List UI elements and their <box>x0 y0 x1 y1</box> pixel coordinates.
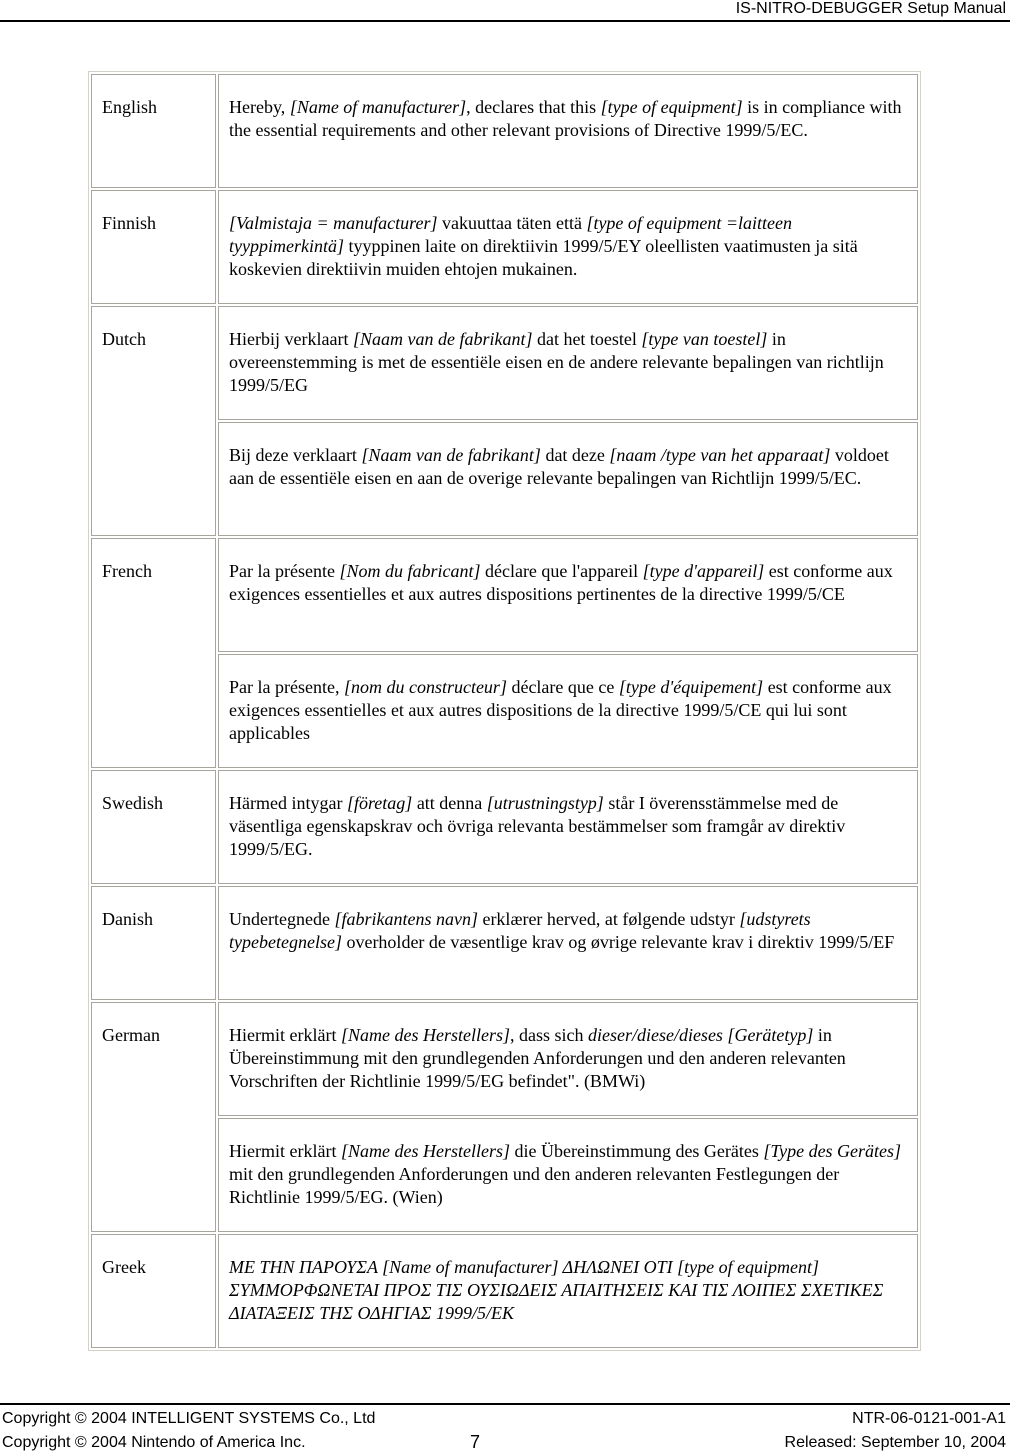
text-segment: déclare que ce <box>506 677 619 697</box>
placeholder-text: [Naam van de fabrikant] <box>361 445 541 465</box>
text-segment: Härmed intygar <box>229 793 347 813</box>
footer-copyright-is: Copyright © 2004 INTELLIGENT SYSTEMS Co., Ltd <box>2 1410 376 1427</box>
declaration-text <box>218 886 918 1000</box>
language-cell: Greek <box>91 1234 216 1348</box>
declaration-text <box>218 190 918 304</box>
table-row <box>91 306 918 420</box>
text-segment: Undertegnede <box>229 909 335 929</box>
text-segment: står I överensstämmelse med de väsentliga egenskapskrav och övriga relevanta bestämmelser som framgår av direktiv 1999/5/EG. <box>229 793 846 859</box>
declaration-text <box>218 1234 918 1348</box>
declaration-text <box>218 74 918 188</box>
text-segment: tyyppinen laite on direktiivin 1999/5/EY oleellisten vaatimusten ja sitä koskevien direktiivin muiden ehtojen mukainen. <box>229 236 858 279</box>
placeholder-text: [type d'appareil] <box>642 561 765 581</box>
text-segment: is in compliance with the essential requirements and other relevant provisions of Directive 1999/5/EC. <box>229 97 902 140</box>
placeholder-text: [nom du constructeur] <box>343 677 507 697</box>
placeholder-text: [utrustningstyp] <box>486 793 604 813</box>
declaration-text <box>218 654 918 768</box>
text-segment: , declares that this <box>466 97 601 117</box>
language-cell: Finnish <box>91 190 216 304</box>
text-segment: voldoet aan de essentiële eisen en aan de overige relevante bepalingen van Richtlijn 1999/5/EC. <box>229 445 889 488</box>
table-row <box>91 74 918 188</box>
footer-rule <box>0 1403 1010 1405</box>
placeholder-text: [udstyrets typebetegnelse] <box>229 909 811 952</box>
declaration-text <box>218 538 918 652</box>
text-segment: in Übereinstimmung mit den grundlegenden Anforderungen und den anderen relevanten Vorschriften der Richtlinie 1999/5/EG befindet". (BMWi) <box>229 1025 846 1091</box>
text-segment: est conforme aux exigences essentielles et aux autres dispositions de la directive 1999/5/CE qui lui sont applicables <box>229 677 892 743</box>
declaration-text <box>218 422 918 536</box>
table-row <box>91 1234 918 1348</box>
text-segment: est conforme aux exigences essentielles et aux autres dispositions pertinentes de la directive 1999/5/CE <box>229 561 893 604</box>
placeholder-text: [företag] <box>346 793 413 813</box>
text-segment: Hierbij verklaart <box>229 329 353 349</box>
text-segment: déclare que l'appareil <box>480 561 643 581</box>
placeholder-text: [Name des Herstellers] <box>340 1025 510 1045</box>
table-row <box>91 538 918 652</box>
text-segment: mit den grundlegenden Anforderungen und den anderen relevanten Festlegungen der Richtlinie 1999/5/EG. (Wien) <box>229 1164 840 1207</box>
placeholder-text: [type van toestel] <box>641 329 768 349</box>
declaration-text <box>218 770 918 884</box>
language-cell: French <box>91 538 216 768</box>
header-title: IS-NITRO-DEBUGGER Setup Manual <box>735 0 1006 17</box>
text-segment: die Übereinstimmung des Gerätes <box>509 1141 764 1161</box>
page-number: 7 <box>470 1432 481 1452</box>
placeholder-text: [naam /type van het apparaat] <box>609 445 831 465</box>
language-cell: Swedish <box>91 770 216 884</box>
declaration-text <box>218 1002 918 1116</box>
placeholder-text: [Name of manufacturer] <box>289 97 467 117</box>
table-row <box>91 770 918 884</box>
text-segment: dat het toestel <box>532 329 642 349</box>
text-segment: , dass sich <box>509 1025 588 1045</box>
language-cell: German <box>91 1002 216 1232</box>
placeholder-text: [Naam van de fabrikant] <box>352 329 533 349</box>
footer-copyright-nintendo: Copyright © 2004 Nintendo of America Inc. <box>2 1434 306 1451</box>
text-segment: att denna <box>412 793 487 813</box>
footer-doc-id: NTR-06-0121-001-A1 <box>852 1410 1006 1427</box>
footer-release-date: Released: September 10, 2004 <box>784 1434 1006 1451</box>
text-segment: Bij deze verklaart <box>229 445 362 465</box>
text-segment: dat deze <box>540 445 610 465</box>
table-row <box>91 1002 918 1116</box>
table-row <box>91 190 918 304</box>
placeholder-text: [type of equipment] <box>600 97 743 117</box>
text-segment: Hiermit erklärt <box>229 1025 341 1045</box>
language-cell: English <box>91 74 216 188</box>
placeholder-text: dieser/diese/dieses [Gerätetyp] <box>587 1025 814 1045</box>
placeholder-text: [type of equipment =laitteen tyyppimerkintä] <box>229 213 793 256</box>
declaration-table <box>88 71 921 1351</box>
language-cell: Danish <box>91 886 216 1000</box>
placeholder-text: [type d'équipement] <box>618 677 764 697</box>
text-segment: vakuuttaa täten että <box>437 213 587 233</box>
text-segment: Hiermit erklärt <box>229 1141 341 1161</box>
declaration-text <box>218 1118 918 1232</box>
header-rule <box>0 20 1010 22</box>
table-row <box>91 886 918 1000</box>
text-segment: Hereby, <box>229 97 290 117</box>
placeholder-text: ΜΕ ΤΗΝ ΠΑΡΟΥΣΑ [Name of manufacturer] ΔΗΛΩΝΕΙ ΟΤΙ [type of equipment] ΣΥΜΜΟΡΦΩΝΕΤΑΙ ΠΡΟΣ ΤΙΣ ΟΥΣΙΩΔΕΙΣ ΑΠΑΙΤΗΣΕΙΣ ΚΑΙ ΤΙΣ ΛΟΙΠΕΣ ΣΧΕΤΙΚΕΣ ΔΙΑΤΑΞΕΙΣ ΤΗΣ ΟΔΗΓΙΑΣ 1999/5/ΕΚ <box>229 1257 884 1323</box>
text-segment: overholder de væsentlige krav og øvrige relevante krav i direktiv 1999/5/EF <box>341 932 895 952</box>
text-segment: erklærer herved, at følgende udstyr <box>477 909 740 929</box>
placeholder-text: [Type des Gerätes] <box>763 1141 902 1161</box>
declaration-text <box>218 306 918 420</box>
placeholder-text: [fabrikantens navn] <box>334 909 478 929</box>
placeholder-text: [Name des Herstellers] <box>340 1141 510 1161</box>
text-segment: in overeenstemming is met de essentiële eisen en de andere relevante bepalingen van richtlijn 1999/5/EG <box>229 329 884 395</box>
placeholder-text: [Valmistaja = manufacturer] <box>229 213 438 233</box>
text-segment: Par la présente <box>229 561 340 581</box>
language-cell: Dutch <box>91 306 216 536</box>
text-segment: Par la présente, <box>229 677 344 697</box>
placeholder-text: [Nom du fabricant] <box>339 561 481 581</box>
